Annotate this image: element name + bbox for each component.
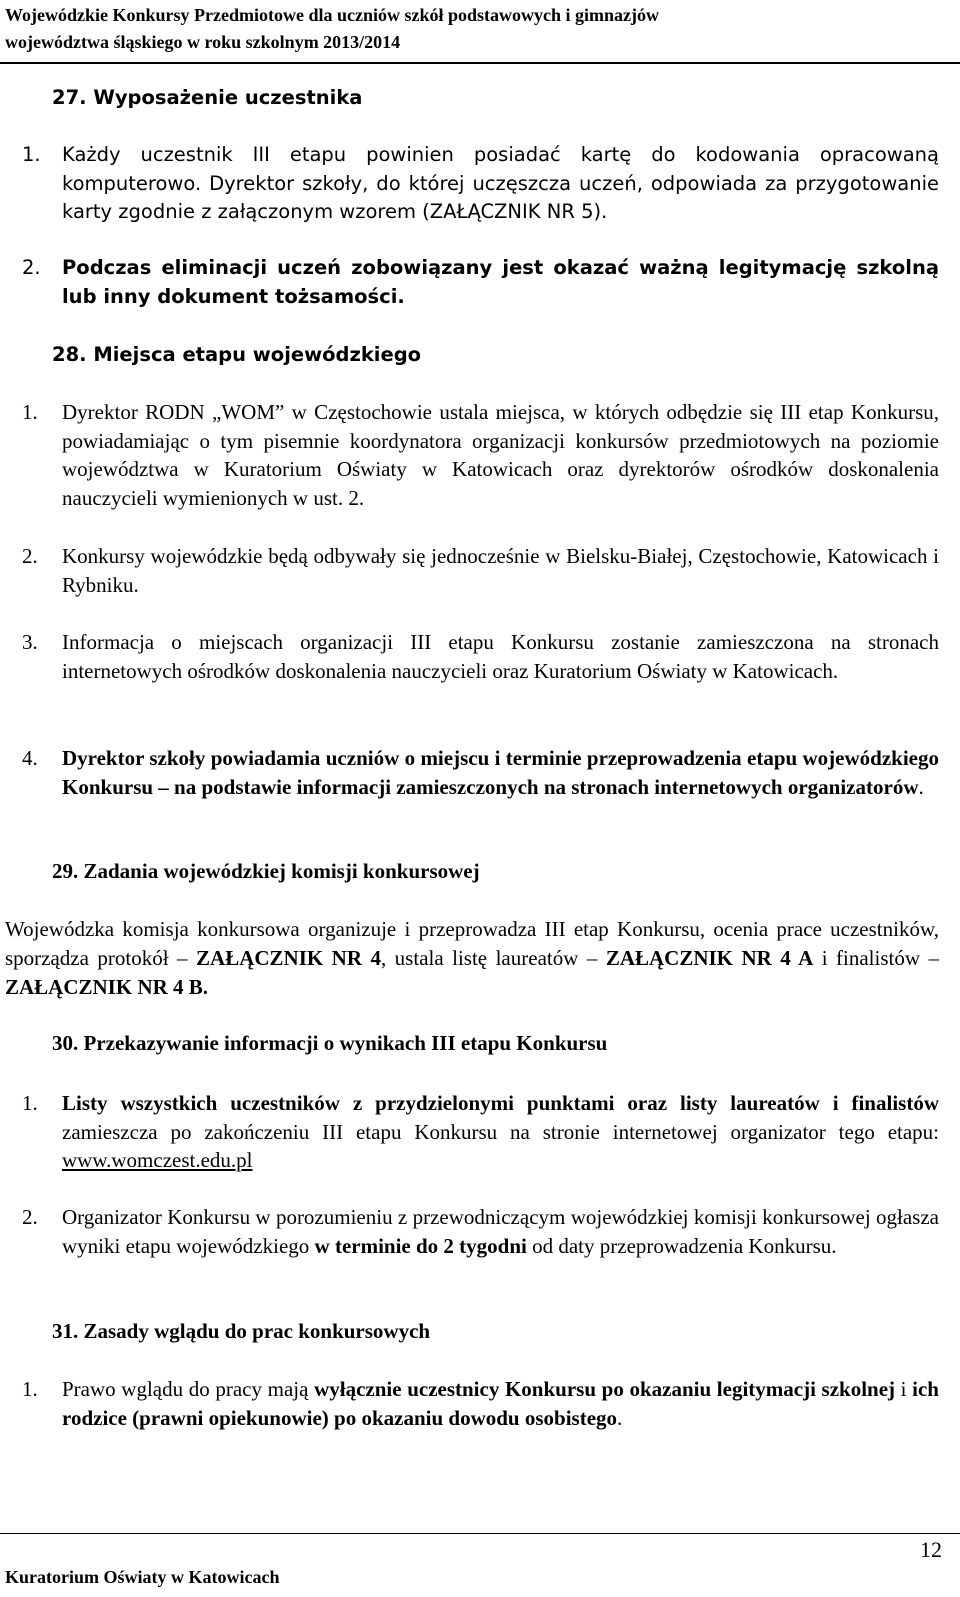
item-post-text: . xyxy=(617,1405,623,1430)
item-number: 1. xyxy=(22,1091,38,1115)
website-link[interactable]: www.womczest.edu.pl xyxy=(62,1148,253,1172)
paragraph-text-2: , ustala listę laureatów – xyxy=(380,946,606,970)
item-text: Każdy uczestnik III etapu powinien posiadać kartę do kodowania opracowaną komputerowo. Dyrektor szkoły, do której uczęszcza uczeń, odpowiada za przygotowanie karty zgodnie z załączonym wzorem (ZAŁĄCZNIK NR 5). xyxy=(62,143,939,223)
section-28-item-2 xyxy=(22,542,939,599)
section-27-item-2 xyxy=(22,254,939,311)
item-text: Informacja o miejscach organizacji III etapu Konkursu zostanie zamieszczona na stronach internetowych ośrodków doskonalenia nauczycieli oraz Kuratorium Oświaty w Katowicach. xyxy=(62,630,939,683)
paragraph-text-1: Wojewódzka komisja konkursowa organizuje i przeprowadza III etap Konkursu, ocenia prace uczestników, sporządza protokół – xyxy=(5,917,939,970)
item-text: Dyrektor RODN „WOM” w Częstochowie ustala miejsca, w których odbędzie się III etap Konkursu, powiadamiając o tym pisemnie koordynatora organizacji konkursów przedmiotowych na poziomie województwa w Kuratorium Oświaty w Katowicach oraz dyrektorów ośrodków doskonalenia nauczycieli wymienionych w ust. 2. xyxy=(62,400,939,510)
section-28-heading xyxy=(22,341,421,369)
attachment-4b-ref: ZAŁĄCZNIK NR 4 B. xyxy=(5,975,209,999)
item-number: 1. xyxy=(22,1377,38,1401)
item-text: Konkursy wojewódzkie będą odbywały się jednocześnie w Bielsku-Białej, Częstochowie, Katowicach i Rybniku. xyxy=(62,544,939,597)
item-bold-text-1: wyłącznie uczestnicy Konkursu po okazaniu legitymacji szkolnej xyxy=(314,1377,896,1401)
item-number: 1. xyxy=(22,143,41,166)
section-29-heading xyxy=(22,857,480,885)
item-pre-text: Prawo wglądu do pracy mają xyxy=(62,1377,315,1401)
section-27-title: 27. Wyposażenie uczestnika xyxy=(52,86,363,109)
section-30-item-2 xyxy=(22,1203,939,1260)
section-30-title: 30. Przekazywanie informacji o wynikach III etapu Konkursu xyxy=(52,1031,608,1055)
item-text xyxy=(62,1089,939,1175)
item-text xyxy=(62,1203,939,1260)
item-number: 2. xyxy=(22,1205,38,1229)
item-text xyxy=(62,1375,939,1432)
item-number: 2. xyxy=(22,544,38,568)
item-number: 4. xyxy=(22,746,38,770)
header-divider xyxy=(0,62,960,64)
section-30-heading xyxy=(22,1029,607,1057)
document-header xyxy=(5,2,659,56)
section-28-item-3 xyxy=(22,628,939,685)
attachment-4a-ref: ZAŁĄCZNIK NR 4 A xyxy=(605,946,814,970)
item-bold-text: Listy wszystkich uczestników z przydzielonymi punktami oraz listy laureatów i finalistów xyxy=(62,1091,939,1115)
section-28-item-4 xyxy=(22,744,939,801)
item-number: 1. xyxy=(22,400,38,424)
section-28-title: 28. Miejsca etapu wojewódzkiego xyxy=(52,343,422,366)
section-30-item-1 xyxy=(22,1089,939,1175)
item-number: 3. xyxy=(22,630,38,654)
header-line-1: Wojewódzkie Konkursy Przedmiotowe dla uczniów szkół podstawowych i gimnazjów xyxy=(5,5,659,25)
paragraph-text-3: i finalistów – xyxy=(813,946,939,970)
item-post-text: od daty przeprowadzenia Konkursu. xyxy=(526,1233,837,1258)
item-bold-text: w terminie do 2 tygodni xyxy=(314,1233,527,1258)
footer-organization: Kuratorium Oświaty w Katowicach xyxy=(5,1567,280,1587)
footer-divider xyxy=(0,1533,960,1534)
section-29-title: 29. Zadania wojewódzkiej komisji konkursowej xyxy=(52,859,480,883)
item-mid-text: i xyxy=(895,1377,913,1401)
item-text xyxy=(62,744,939,801)
section-29-paragraph xyxy=(5,915,939,1002)
item-rest-text: zamieszcza po zakończeniu III etapu Konkursu na stronie internetowej organizator tego etapu: xyxy=(62,1119,939,1144)
item-text: Podczas eliminacji uczeń zobowiązany jest okazać ważną legitymację szkolną lub inny dokument tożsamości. xyxy=(62,256,939,308)
item-bold-text: Dyrektor szkoły powiadamia uczniów o miejscu i terminie przeprowadzenia etapu wojewódzkiego Konkursu – na podstawie informacji zamieszczonych na stronach internetowych organizatorów xyxy=(62,746,939,799)
item-pre-text: Organizator Konkursu w porozumieniu z przewodniczącym wojewódzkiej komisji konkursowej ogłasza wyniki etapu wojewódzkiego xyxy=(62,1205,939,1258)
item-tail: . xyxy=(918,774,924,799)
page-number: 12 xyxy=(920,1537,942,1562)
item-number: 2. xyxy=(22,256,41,279)
section-27-item-1 xyxy=(22,141,939,227)
header-line-2: województwa śląskiego w roku szkolnym 2013/2014 xyxy=(5,32,401,52)
item-bold-text-2: ich rodzice (prawni opiekunowie) po okazaniu dowodu osobistego xyxy=(62,1377,939,1430)
section-31-item-1 xyxy=(22,1375,939,1432)
section-27-heading xyxy=(22,84,362,112)
section-31-heading xyxy=(22,1317,430,1345)
section-31-title: 31. Zasady wglądu do prac konkursowych xyxy=(52,1319,431,1343)
attachment-4-ref: ZAŁĄCZNIK NR 4 xyxy=(196,946,381,970)
section-28-item-1 xyxy=(22,398,939,512)
